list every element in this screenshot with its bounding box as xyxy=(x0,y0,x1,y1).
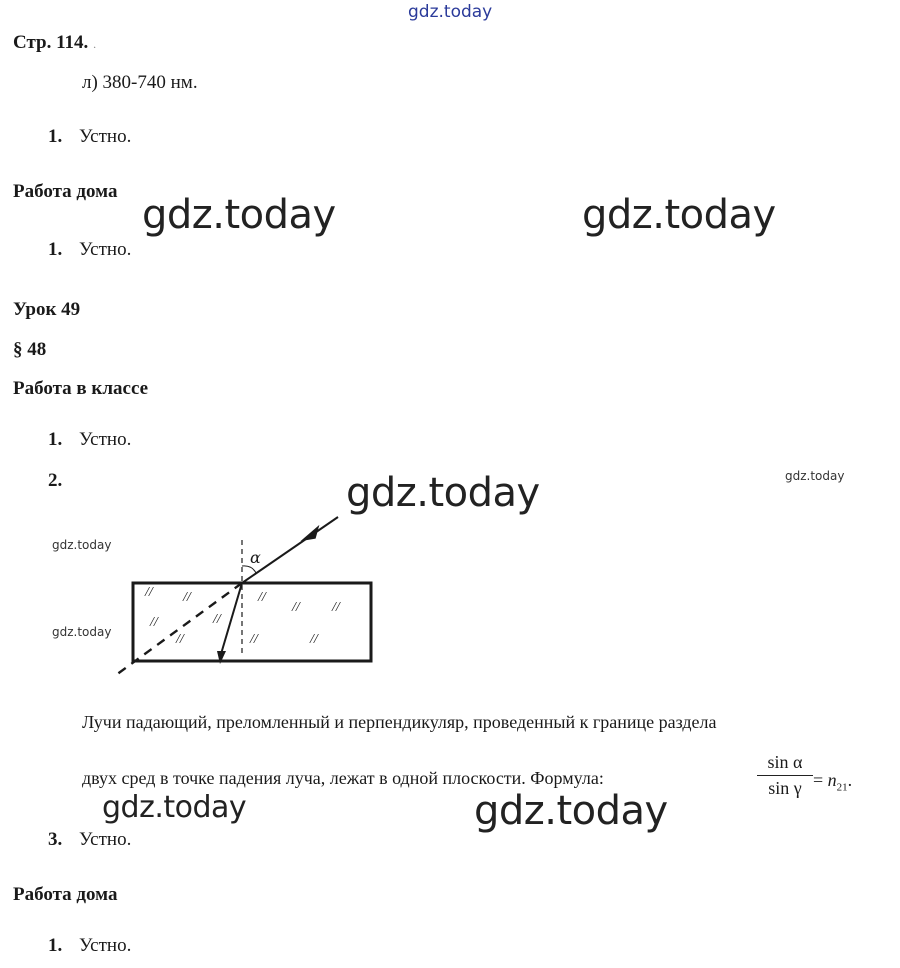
list-item-number: 1. xyxy=(48,935,63,956)
glass-hatch-mark: // xyxy=(145,585,153,600)
refracted-ray xyxy=(221,583,242,654)
list-item-text: Устно. xyxy=(79,935,132,956)
formula-numerator: sin α xyxy=(767,752,803,772)
glass-hatch-mark: // xyxy=(332,600,340,615)
watermark-small: gdz.today xyxy=(52,538,112,552)
list-item-text: Устно. xyxy=(79,126,132,147)
list-item-text: Устно. xyxy=(79,429,132,450)
watermark-medium: gdz.today xyxy=(102,790,247,825)
glass-hatch-mark: // xyxy=(292,600,300,615)
formula-equals: = xyxy=(813,770,824,790)
watermark-large: gdz.today xyxy=(142,192,336,238)
explanation-line-1: Лучи падающий, преломленный и перпендикуляр, проведенный к границе раздела xyxy=(82,712,717,732)
glass-hatch-mark: // xyxy=(250,632,258,647)
answer-item-l: л) 380-740 нм. xyxy=(82,72,198,93)
glass-hatch-mark: // xyxy=(176,632,184,647)
watermark-top: gdz.today xyxy=(408,2,493,22)
formula-denominator: sin γ xyxy=(768,778,802,798)
list-item xyxy=(48,829,131,851)
formula-period: . xyxy=(847,770,853,790)
list-item-number: 1. xyxy=(48,429,63,450)
watermark-large: gdz.today xyxy=(582,192,776,238)
glass-hatch-mark: // xyxy=(258,590,266,605)
formula-n: n xyxy=(827,770,837,790)
list-item-number: 1. xyxy=(48,239,63,260)
incident-arrow xyxy=(303,527,318,540)
section-title-homework: Работа дома xyxy=(13,884,118,905)
header-mark: . xyxy=(93,37,97,51)
watermark-small: gdz.today xyxy=(785,469,845,483)
glass-block xyxy=(133,583,371,661)
list-item-text: Устно. xyxy=(79,829,132,850)
lesson-title: Урок 49 xyxy=(13,299,81,320)
watermark-large: gdz.today xyxy=(346,470,540,516)
list-item-number: 1. xyxy=(48,126,63,147)
list-item-number: 2. xyxy=(48,470,63,491)
formula-fraction xyxy=(757,752,813,799)
fraction-bar xyxy=(757,775,813,776)
list-item-number: 3. xyxy=(48,829,63,850)
page-header-text: Стр. 114. xyxy=(13,32,89,53)
section-title-classwork: Работа в классе xyxy=(13,378,149,399)
glass-hatch-mark: // xyxy=(150,615,158,630)
formula-rhs xyxy=(813,770,852,794)
watermark-small: gdz.today xyxy=(52,625,112,639)
paragraph-number: § 48 xyxy=(13,339,47,360)
explanation-line-2: двух сред в точке падения луча, лежат в одной плоскости. Формула: xyxy=(82,768,604,788)
glass-hatch-mark: // xyxy=(183,590,191,605)
list-item-text: Устно. xyxy=(79,239,132,260)
list-item xyxy=(48,935,131,957)
formula-subscript: 21 xyxy=(836,781,848,794)
section-title-homework: Работа дома xyxy=(13,181,118,202)
glass-hatch-mark: // xyxy=(310,632,318,647)
watermark-large: gdz.today xyxy=(474,788,668,834)
glass-hatch-mark: // xyxy=(213,612,221,627)
angle-alpha-label: α xyxy=(250,548,261,567)
